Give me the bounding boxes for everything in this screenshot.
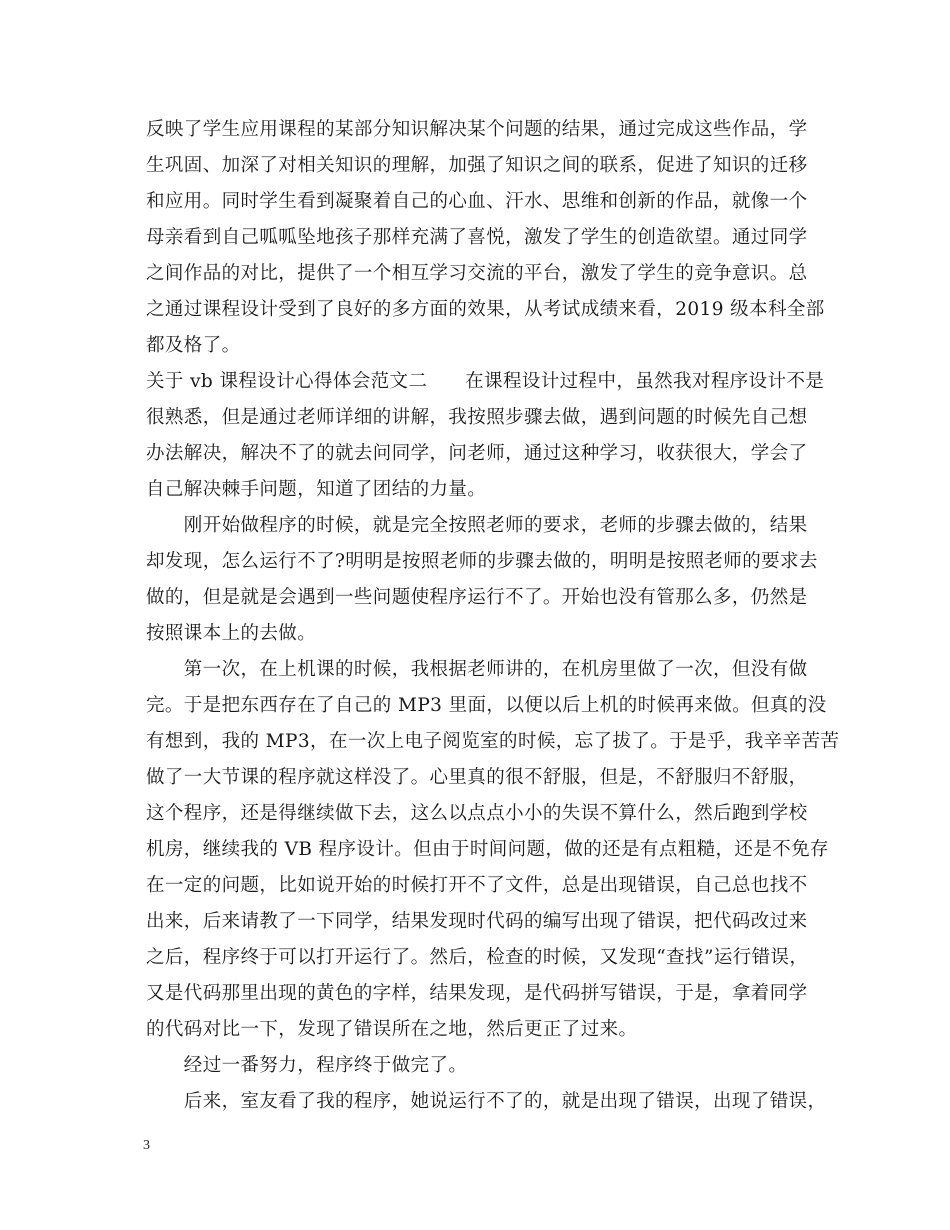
- text-line: 按照课本上的去做。: [146, 623, 317, 644]
- text-line: 刚开始做程序的时候，就是完全按照老师的要求，老师的步骤去做的，结果: [146, 515, 808, 536]
- text-line: 经过一番努力，程序终于做完了。: [146, 1055, 468, 1076]
- text-line: 之后，程序终于可以打开运行了。然后，检查的时候，又发现“查找”运行错误，: [146, 947, 809, 968]
- text-line: 在一定的问题，比如说开始的时候打开不了文件，总是出现错误，自己总也找不: [146, 875, 808, 896]
- text-line: 生巩固、加深了对相关知识的理解，加强了知识之间的联系，促进了知识的迁移: [146, 155, 808, 176]
- text-line: 之通过课程设计受到了良好的多方面的效果，从考试成绩来看，2019 级本科全部: [146, 299, 825, 320]
- text-line: 自己解决棘手问题，知道了团结的力量。: [146, 479, 487, 500]
- section-heading-line: 关于 vb 课程设计心得体会范文二 在课程设计过程中，虽然我对程序设计不是: [146, 371, 825, 392]
- text-line: 的代码对比一下，发现了错误所在之地，然后更正了过来。: [146, 1019, 638, 1040]
- text-line: 又是代码那里出现的黄色的字样，结果发现，是代码拼写错误，于是，拿着同学: [146, 983, 808, 1004]
- text-line: 都及格了。: [146, 335, 241, 356]
- text-line: 做了一大节课的程序就这样没了。心里真的很不舒服，但是，不舒服归不舒服，: [146, 767, 808, 788]
- text-line: 做的，但是就是会遇到一些问题使程序运行不了。开始也没有管那么多，仍然是: [146, 587, 808, 608]
- text-line: 反映了学生应用课程的某部分知识解决某个问题的结果，通过完成这些作品，学: [146, 119, 808, 140]
- text-line: 和应用。同时学生看到凝聚着自己的心血、汗水、思维和创新的作品，就像一个: [146, 191, 808, 212]
- page-number: 3: [143, 1138, 150, 1153]
- text-line: 完。于是把东西存在了自己的 MP3 里面，以便以后上机的时候再来做。但真的没: [146, 695, 827, 716]
- text-line: 有想到，我的 MP3，在一次上电子阅览室的时候，忘了拔了。于是乎，我辛辛苦苦: [146, 731, 840, 752]
- text-line: 出来，后来请教了一下同学，结果发现时代码的编写出现了错误，把代码改过来: [146, 911, 808, 932]
- text-line: 这个程序，还是得继续做下去，这么以点点小小的失误不算什么，然后跑到学校: [146, 803, 808, 824]
- text-line: 却发现，怎么运行不了?明明是按照老师的步骤去做的，明明是按照老师的要求去: [146, 551, 818, 572]
- text-line: 很熟悉，但是通过老师详细的讲解，我按照步骤去做，遇到问题的时候先自己想: [146, 407, 808, 428]
- text-line: 办法解决，解决不了的就去问同学，问老师，通过这种学习，收获很大，学会了: [146, 443, 808, 464]
- text-line: 母亲看到自己呱呱坠地孩子那样充满了喜悦，激发了学生的创造欲望。通过同学: [146, 227, 808, 248]
- text-line: 之间作品的对比，提供了一个相互学习交流的平台，激发了学生的竞争意识。总: [146, 263, 808, 284]
- text-line: 后来，室友看了我的程序，她说运行不了的，就是出现了错误，出现了错误，: [146, 1091, 827, 1112]
- text-line: 第一次，在上机课的时候，我根据老师讲的，在机房里做了一次，但没有做: [146, 659, 808, 680]
- text-line: 机房，继续我的 VB 程序设计。但由于时间问题，做的还是有点粗糙，还是不免存: [146, 839, 829, 860]
